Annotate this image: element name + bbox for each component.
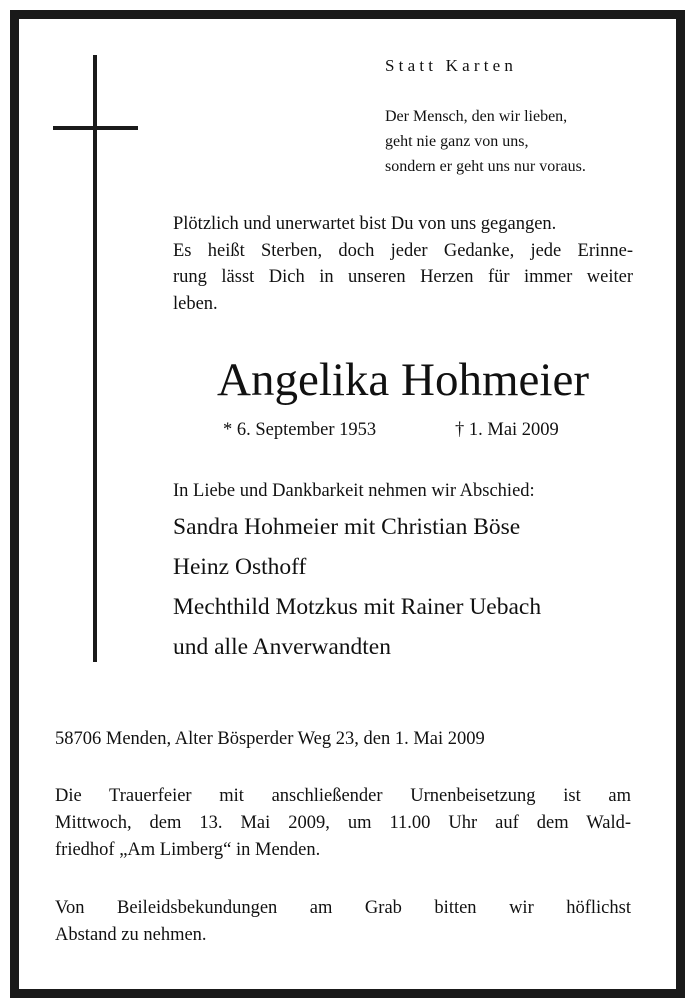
ceremony-line: Die Trauerfeier mit anschließender Urnenbeisetzung ist am — [55, 786, 631, 806]
cross-icon — [93, 55, 97, 662]
cross-icon-crossbar — [53, 126, 138, 130]
mourner-name: und alle Anverwandten — [173, 634, 391, 660]
motto-line: geht nie ganz von uns, — [385, 133, 529, 150]
address-line: 58706 Menden, Alter Bösperder Weg 23, den 1. Mai 2009 — [55, 729, 485, 749]
birth-date: * 6. September 1953 — [223, 420, 377, 440]
mourner-name: Mechthild Motzkus mit Rainer Uebach — [173, 594, 542, 620]
farewell-line: In Liebe und Dankbarkeit nehmen wir Abschied: — [173, 481, 535, 501]
ceremony-line: friedhof „Am Limberg“ in Menden. — [55, 840, 321, 860]
statt-karten-heading: Statt Karten — [385, 56, 518, 75]
motto-line: sondern er geht uns nur voraus. — [385, 158, 586, 175]
condolence-note — [55, 895, 631, 949]
intro-line: Es heißt Sterben, doch jeder Gedanke, jede Erinne- — [173, 240, 633, 261]
deceased-name: Angelika Hohmeier — [217, 354, 589, 406]
ceremony-info — [55, 783, 631, 864]
mourner-name: Heinz Osthoff — [173, 554, 307, 580]
ceremony-line: Mittwoch, dem 13. Mai 2009, um 11.00 Uhr auf dem Wald- — [55, 813, 631, 833]
intro-line: Plötzlich und unerwartet bist Du von uns gegangen. — [173, 214, 557, 234]
intro-line: rung lässt Dich in unseren Herzen für immer weiter — [173, 267, 633, 287]
motto-quote — [385, 104, 586, 179]
mourner-name: Sandra Hohmeier mit Christian Böse — [173, 514, 521, 540]
mourners-list — [173, 507, 541, 667]
death-date: † 1. Mai 2009 — [455, 420, 559, 440]
intro-line: leben. — [173, 293, 218, 314]
condolence-line: Von Beileidsbekundungen am Grab bitten wir höflichst — [55, 898, 631, 918]
intro-text — [173, 211, 633, 317]
motto-line: Der Mensch, den wir lieben, — [385, 108, 568, 125]
condolence-line: Abstand zu nehmen. — [55, 925, 207, 945]
